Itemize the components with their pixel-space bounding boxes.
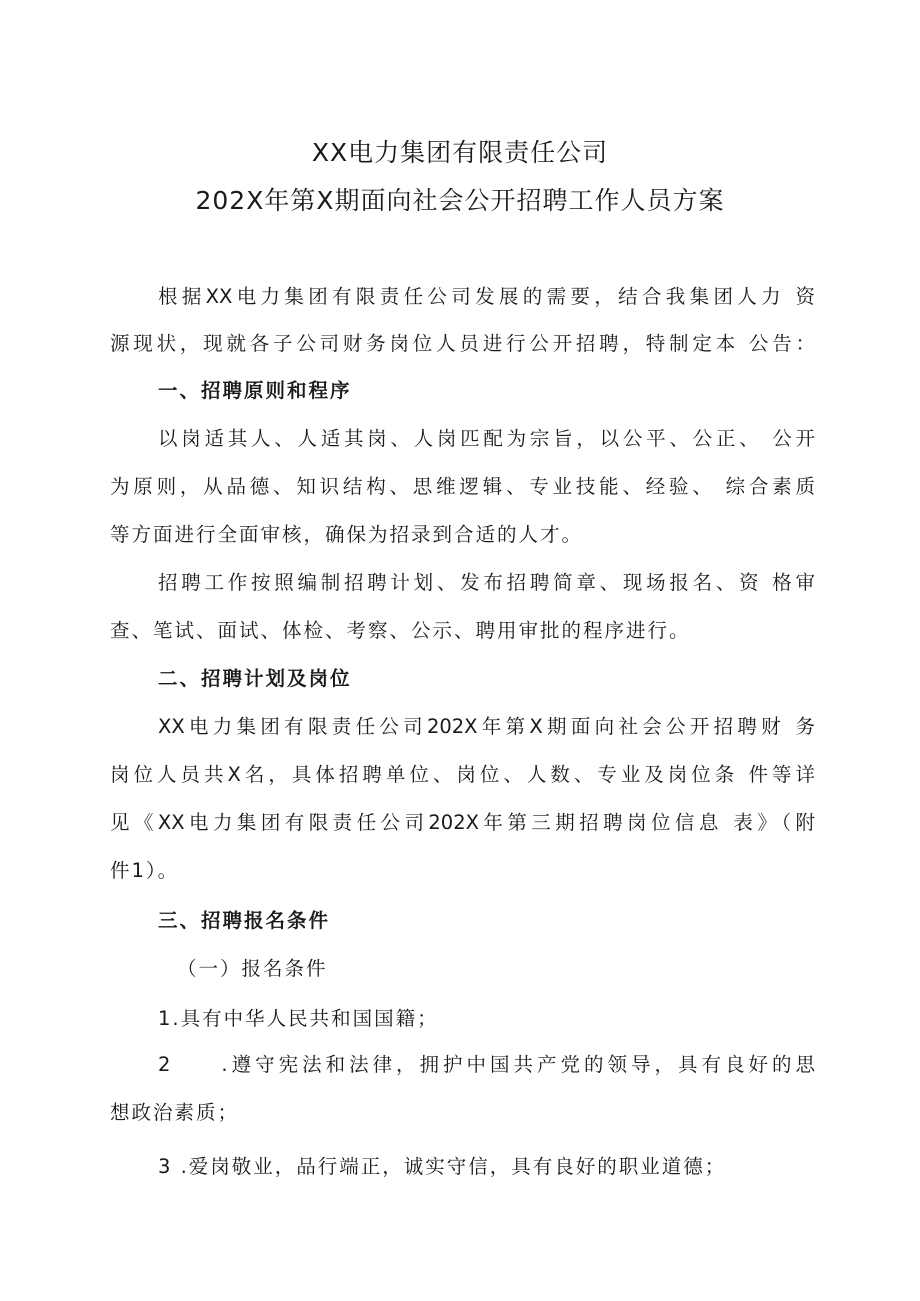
section3-item-1: 1.具有中华人民共和国国籍； (158, 1007, 439, 1030)
section3-item-2-line-1: 2 .遵守宪法和法律，拥护中国共产党的领导，具有良好的思 (158, 1053, 815, 1076)
section3-heading: 三、招聘报名条件 (158, 909, 331, 932)
document-title-line1: XX电力集团有限责任公司 (311, 138, 609, 167)
section3-item-2-line-2: 想政治素质； (110, 1101, 240, 1124)
section2-para-line-1: XX电力集团有限责任公司202X年第X期面向社会公开招聘财 务 (158, 715, 815, 738)
section2-heading: 二、招聘计划及岗位 (158, 667, 352, 690)
section2-para-line-4: 件1）。 (110, 859, 180, 882)
intro-line-1: 根据XX电力集团有限责任公司发展的需要，结合我集团人力 资 (158, 285, 815, 308)
section1-para1-line-1: 以岗适其人、人适其岗、人岗匹配为宗旨，以公平、公正、 公开 (158, 427, 815, 450)
section2-para-line-3: 见《XX电力集团有限责任公司202X年第三期招聘岗位信息 表》（附 (110, 811, 815, 834)
section3-subheading: （一）报名条件 (177, 957, 328, 980)
section1-para2-line-1: 招聘工作按照编制招聘计划、发布招聘简章、现场报名、资 格审 (158, 571, 815, 594)
section1-para2-line-2: 查、笔试、面试、体检、考察、公示、聘用审批的程序进行。 (110, 619, 691, 642)
intro-line-2: 源现状，现就各子公司财务岗位人员进行公开招聘，特制定本 公告： (110, 332, 815, 355)
section1-heading: 一、招聘原则和程序 (158, 379, 352, 402)
section1-para1-line-2: 为原则，从品德、知识结构、思维逻辑、专业技能、经验、 综合素质 (110, 475, 815, 498)
section2-para-line-2: 岗位人员共X名，具体招聘单位、岗位、人数、专业及岗位条 件等详 (110, 763, 815, 786)
section1-para1-line-3: 等方面进行全面审核，确保为招录到合适的人才。 (110, 523, 584, 546)
section3-item-3: 3 .爱岗敬业，品行端正，诚实守信，具有良好的职业道德； (158, 1155, 727, 1178)
document-title-line2: 202X年第X期面向社会公开招聘工作人员方案 (195, 186, 725, 215)
